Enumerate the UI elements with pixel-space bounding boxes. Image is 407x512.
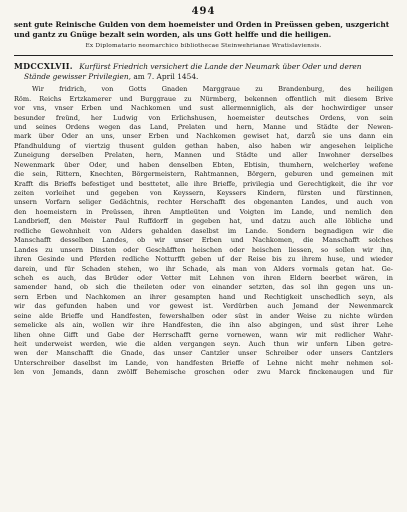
document-date: am 7. April 1454. bbox=[133, 71, 199, 81]
body-line: den hoemeistern in Preüssen, ihren Amptleüten und Voigten im Lande, und nemlich den bbox=[14, 207, 393, 216]
body-line: Wir fridrich, von Gotts Gnaden Marggraue zu Brandenburg, des heiligen bbox=[32, 85, 393, 94]
page-number: 494 bbox=[191, 6, 216, 17]
body-line: Manschafft desselben Landes, ob wir unser Erben und Nachkomen, die Manschafft solches bbox=[14, 236, 393, 245]
body-line: Unterschreiber daselbst im Lande, von handfesten Brieffe of Lehne nicht mehr nehmen sol- bbox=[14, 358, 393, 367]
body-line: Newenmark über Oder, und haben denselben Ebten, Ebtisin, thumhern, welcherley wefene bbox=[14, 160, 393, 169]
body-line: Zuneigung derselben Prelaten, hern, Mannen und Städte und aller Inwohner derselbes bbox=[14, 151, 393, 160]
body-line: lihen ohne Gifft und Gabe der Herrschafft gerne vornewen, wann wir mit redlicher Wahr- bbox=[14, 330, 393, 339]
body-line: ihren Gesinde und Pferden redliche Notturfft geben uf der Reise bis zu ihrem huse, und wieder bbox=[14, 255, 393, 264]
carried-over-text bbox=[14, 20, 393, 40]
body-line: mark über Oder an uns, unser Erben und Nachkomen gewiset hat, darzů sie uns dann ein bbox=[14, 132, 393, 141]
section-divider bbox=[14, 55, 393, 56]
body-line: und seines Ordens wegen das Land, Prelaten und hern, Manne und Städte der Newen- bbox=[14, 122, 393, 131]
body-line: Landbrieff, den Meister Paul Ruffdorff in gegeben hat, und datzu auch alle löbliche und bbox=[14, 217, 393, 226]
body-line: unsern Vorfarn seliger Gedächtnis, rechter Herschafft des obgenanten Landes, und auch von bbox=[14, 198, 393, 207]
body-line: die sein, Rittern, Knechten, Börgermeistern, Rahtmannen, Börgern, geburen und gemeinen mit bbox=[14, 170, 393, 179]
document-body bbox=[14, 85, 393, 378]
body-line: wen der Manschafft die Gnade, das unser Cantzler unser Schreiber oder unsers Cantzlers bbox=[14, 349, 393, 358]
body-line: Pfandhuldung of viertzig thusent gulden gethan haben, also haben wir angesehen leipliche bbox=[14, 141, 393, 150]
source-note: Ex Diplomatario neomarchico bibliothecae Steinwehrianae Wratislaviensis. bbox=[85, 43, 322, 49]
body-line: vor vns, vnser Erben und Nachkomen und sust allermenniglich, als der hochwirdiger unser bbox=[14, 104, 393, 113]
document-number: MDCCXLVII. bbox=[14, 61, 73, 71]
body-line: seine alde Brieffe und Handfesten, fewershalben oder süst in ander Weise zu nichte würden bbox=[14, 311, 393, 320]
body-line: len von Jemands, dann zwölff Behemische groschen oder zwu Marck finckenaugen und für bbox=[14, 368, 393, 377]
body-line: Landes zu unsern Dinsten oder Geschäfften heischen oder heischen liessen, so sollen wir ihn, bbox=[14, 245, 393, 254]
body-line: semelicke als ain, wollen wir ihre Handfesten, die ihn also abgingen, und süst ihrer Lehe bbox=[14, 321, 393, 330]
body-line: scheh es auch, das Brüder oder Vetter mit Lehnen von ihren Eldern beerbet wären, in bbox=[14, 273, 393, 282]
body-line: darein, und für Schaden stehen, wo ihr Schade, als man von Alders vormals getan hat. Ge- bbox=[14, 264, 393, 273]
body-line: wir das gefunden haben und vor gewest ist. Verdürben auch Jemand der Newenmarck bbox=[14, 302, 393, 311]
body-line: redliche Gewohnheit von Alders gehalden daselbst im Lande. Sondern begnadigen wir die bbox=[14, 226, 393, 235]
carried-over-line: und gantz zu Gnüge bezalt sein worden, als uns Gott helffe und die heiligen. bbox=[14, 30, 332, 39]
document-title-line-1: Kurfürst Friedrich versichert die Lande der Neumark über Oder und deren bbox=[79, 62, 362, 71]
body-line: Krafft dis Brieffs befestiget und besttetet, alle ihre Brieffe, privilegia und Gerechtigkeit, die ihr vor bbox=[14, 179, 393, 188]
body-line: samender hand, ob sich die theileten oder von einander setzten, das sol ihn gegen uns un- bbox=[14, 283, 393, 292]
body-line: Röm. Reichs Ertzkamerer und Burggraue zu Nürmberg, bekennen offentlich mit diesem Brive bbox=[14, 94, 393, 103]
carried-over-line: sent gute Reinische Gulden von dem hoemeister und Orden in Preüssen geben, uszgericht bbox=[14, 20, 390, 29]
body-line: zeiten vorleihet und gegeben von Keyssern, Keyssers Kindern, fürsten und fürstinnen, bbox=[14, 189, 393, 197]
body-line: besunder freünd, her Ludwig von Erlichshusen, hoemeister deutsches Ordens, von sein bbox=[14, 113, 393, 122]
document-title-line-2: Stände gewisser Privilegien, bbox=[24, 71, 132, 81]
body-line: heit underweist werden, wie die alden vergangen seyn. Auch thun wir unfern Liben getre- bbox=[14, 340, 393, 348]
document-heading bbox=[14, 62, 393, 81]
body-line: sern Erben und Nachkomen an ihrer gesampten hand und Rechtigkeit unschedlich seyn, als bbox=[14, 292, 393, 301]
